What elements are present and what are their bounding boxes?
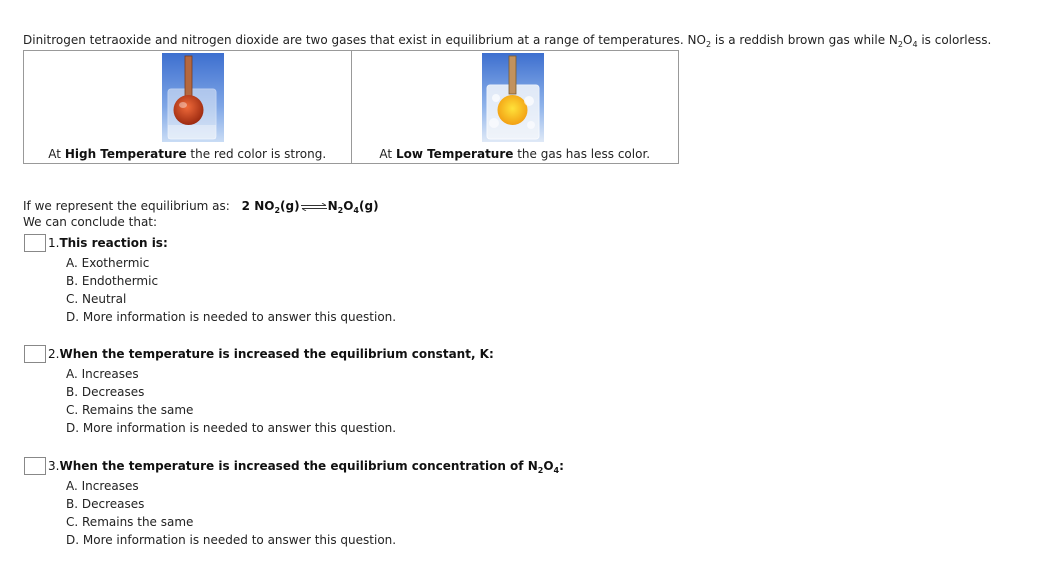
option: D. More information is needed to answer this question.	[66, 421, 397, 435]
equilibrium-line	[23, 199, 379, 213]
equilibrium-equation: 2 $NO_2(g)$ $N_2O_4(g)$	[241, 199, 379, 215]
option: B. Decreases	[66, 385, 145, 399]
option: C. Neutral	[66, 292, 127, 306]
question-text: This reaction is:	[59, 236, 168, 250]
question-number: 2.	[48, 347, 60, 361]
answer-input-2[interactable]	[24, 345, 46, 363]
high-temperature-caption: At High Temperature the red color is strong.	[48, 147, 327, 161]
image-table	[23, 50, 679, 164]
intro-text: Dinitrogen tetraoxide and nitrogen dioxide are two gases that exist in equilibrium at a range of temperatures. $NO_2$ is a reddish brown gas while $N_2O_4$ is colorless.	[23, 33, 992, 49]
conclude-text: We can conclude that:	[23, 215, 158, 229]
low-temperature-flask-photo	[482, 53, 544, 142]
high-temperature-flask-photo	[162, 53, 224, 142]
option: C. Remains the same	[66, 515, 194, 529]
answer-input-1[interactable]	[24, 234, 46, 252]
low-temperature-cell	[351, 51, 679, 163]
option: D. More information is needed to answer this question.	[66, 533, 397, 547]
question-text: When the temperature is increased the equilibrium constant, K:	[59, 347, 494, 361]
low-temperature-caption: At Low Temperature the gas has less color.	[379, 147, 651, 161]
option: B. Decreases	[66, 497, 145, 511]
question-number: 1.	[48, 236, 60, 250]
option: A. Increases	[66, 479, 139, 493]
question-number: 3.	[48, 459, 60, 473]
option: A. Exothermic	[66, 256, 150, 270]
option: D. More information is needed to answer this question.	[66, 310, 397, 324]
equilibrium-lead: If we represent the equilibrium as:	[23, 199, 230, 213]
option: A. Increases	[66, 367, 139, 381]
question-1	[24, 232, 396, 326]
question-2	[24, 343, 494, 437]
high-temperature-cell	[24, 51, 351, 163]
question-3	[24, 455, 564, 549]
option: C. Remains the same	[66, 403, 194, 417]
answer-input-3[interactable]	[24, 457, 46, 475]
question-text: When the temperature is increased the equilibrium concentration of $N_2O_4$:	[59, 459, 564, 475]
equilibrium-arrows-icon	[301, 203, 327, 211]
option: B. Endothermic	[66, 274, 159, 288]
